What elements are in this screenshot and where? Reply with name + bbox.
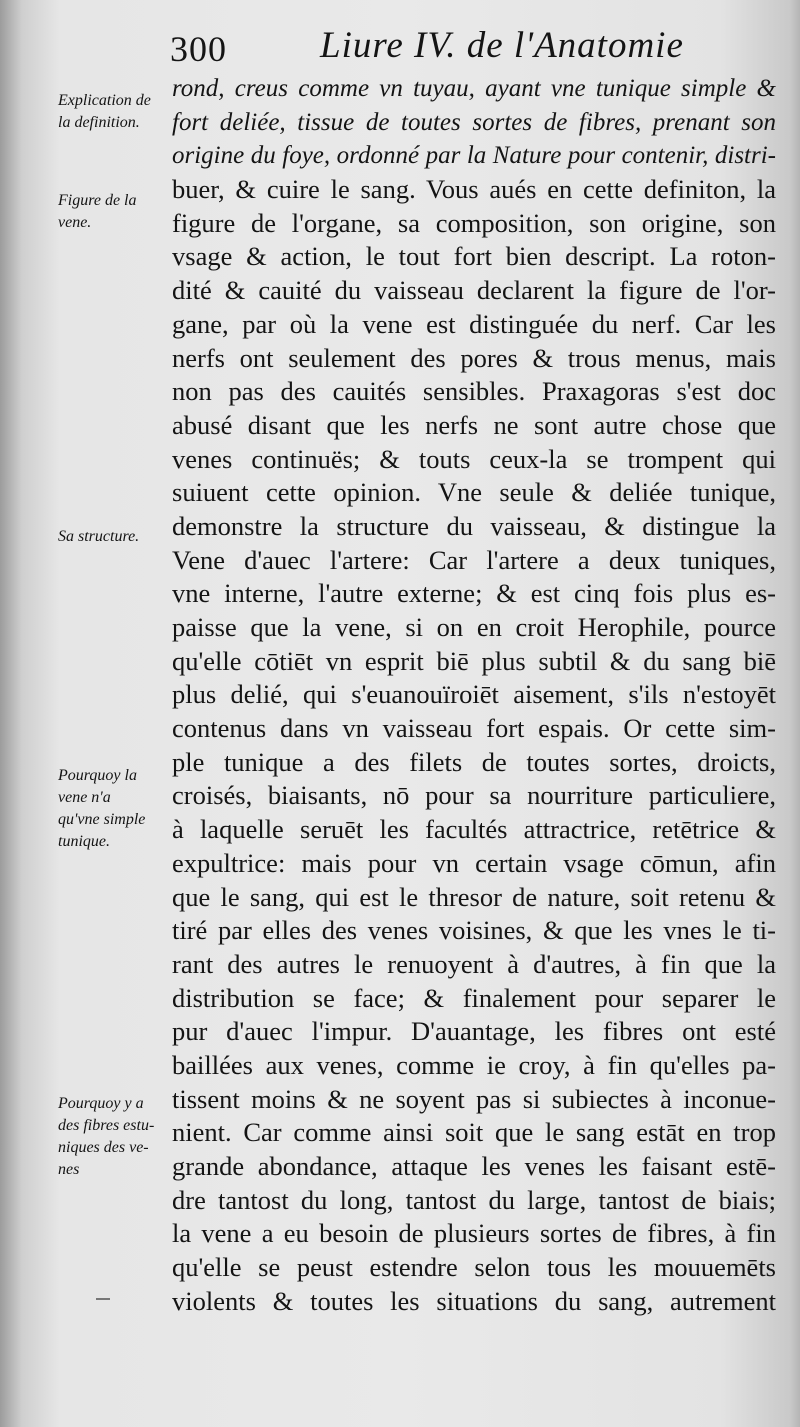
text-line: dité & cauité du vaisseau declarent la figure de l'or- <box>172 275 776 306</box>
margin-note-simple-tunique <box>58 765 145 853</box>
margin-note-line: Pourquoy la <box>58 767 137 784</box>
text-line: nient. Car comme ainsi soit que le sang estāt en trop <box>172 1117 776 1148</box>
text-line: suiuent cette opinion. Vne seule & deliée tunique, <box>172 477 776 508</box>
margin-note-line: Figure de la <box>58 192 137 209</box>
text-line: dre tantost du long, tantost du large, tantost de biais; <box>172 1184 776 1215</box>
margin-notes <box>0 0 180 1427</box>
text-line: qu'elle se peust estendre selon tous les mouuemēts <box>172 1252 776 1283</box>
text-line: croisés, biaisants, nō pour sa nourriture particuliere, <box>172 780 776 811</box>
text-line: nerfs ont seulement des pores & trous menus, mais <box>172 342 776 373</box>
margin-note-figure <box>58 190 137 234</box>
margin-note-line: vene n'a <box>58 789 111 806</box>
margin-note-line: niques des ve- <box>58 1139 149 1156</box>
text-line: baillées aux venes, comme ie croy, à fin qu'elles pa- <box>172 1049 776 1080</box>
margin-note-line: nes <box>58 1161 80 1178</box>
text-line: tissent moins & ne soyent pas si subiectes à inconue- <box>172 1083 776 1114</box>
text-line: fort deliée, tissue de toutes sortes de fibres, prenant son <box>172 108 776 136</box>
text-line: qu'elle cōtiēt vn esprit biē plus subtil & du sang biē <box>172 645 776 676</box>
text-line: Vene d'auec l'artere: Car l'artere a deux tuniques, <box>172 544 776 575</box>
page-header <box>170 24 770 74</box>
text-line: que le sang, qui est le thresor de nature, soit retenu & <box>172 881 776 912</box>
text-line: figure de l'organe, sa composition, son origine, son <box>172 207 776 238</box>
text-line: à laquelle seruēt les facultés attractrice, retētrice & <box>172 814 776 845</box>
margin-note-line: des fibres estu- <box>58 1117 155 1134</box>
margin-note-explication <box>58 90 151 134</box>
margin-note-structure <box>58 526 139 548</box>
text-line: vsage & action, le tout fort bien descript. La roton- <box>172 241 776 272</box>
margin-note-line: tunique. <box>58 833 110 850</box>
text-line: violents & toutes les situations du sang, autrement <box>172 1285 776 1316</box>
text-line: distribution se face; & finalement pour separer le <box>172 982 776 1013</box>
text-line: abusé disant que les nerfs ne sont autre chose que <box>172 409 776 440</box>
text-line: origine du foye, ordonné par la Nature pour contenir, distri- <box>172 142 776 170</box>
text-line: buer, & cuire le sang. Vous aués en cette definiton, la <box>172 174 776 205</box>
text-line: vne interne, l'autre externe; & est cinq fois plus es- <box>172 578 776 609</box>
text-line: gane, par où la vene est distinguée du nerf. Car les <box>172 308 776 339</box>
page-number: 300 <box>170 29 227 69</box>
text-line: la vene a eu besoin de plusieurs sortes de fibres, à fin <box>172 1218 776 1249</box>
margin-note-line: Explication de <box>58 92 151 109</box>
text-line: grande abondance, attaque les venes les faisant estē- <box>172 1151 776 1181</box>
running-head: Liure IV. de l'Anatomie <box>320 25 684 66</box>
text-line: rant des autres le renuoyent à d'autres, à fin que la <box>172 948 776 979</box>
text-line: tiré par elles des venes voisines, & que les vnes le ti- <box>172 915 776 946</box>
margin-note-line: qu'vne simple <box>58 811 146 828</box>
text-line: paisse que la vene, si on en croit Herophile, pource <box>172 612 776 642</box>
body-text <box>172 72 776 1318</box>
text-line: expultrice: mais pour vn certain vsage cōmun, afin <box>172 847 776 878</box>
text-line: contenus dans vn vaisseau fort espais. Or cette sim- <box>172 713 776 744</box>
margin-note-line: Pourquoy y a <box>58 1095 144 1112</box>
text-line: venes continuës; & touts ceux-la se trompent qui <box>172 443 776 474</box>
text-line: demonstre la structure du vaisseau, & distingue la <box>172 510 776 541</box>
text-line: rond, creus comme vn tuyau, ayant vne tunique simple & <box>172 75 776 102</box>
margin-note-fibres <box>58 1093 154 1181</box>
margin-note-line: vene. <box>58 214 92 231</box>
text-line: ple tunique a des filets de toutes sortes, droicts, <box>172 746 776 777</box>
text-line: non pas des cauités sensibles. Praxagoras s'est doc <box>172 376 776 407</box>
margin-note-line: la definition. <box>58 114 140 131</box>
text-line: plus delié, qui s'euanouïroiēt aisement, s'ils n'estoyēt <box>172 679 776 710</box>
text-line: pur d'auec l'impur. D'auantage, les fibres ont esté <box>172 1016 776 1047</box>
margin-mark <box>96 1298 110 1300</box>
margin-note-line: Sa structure. <box>58 528 140 545</box>
